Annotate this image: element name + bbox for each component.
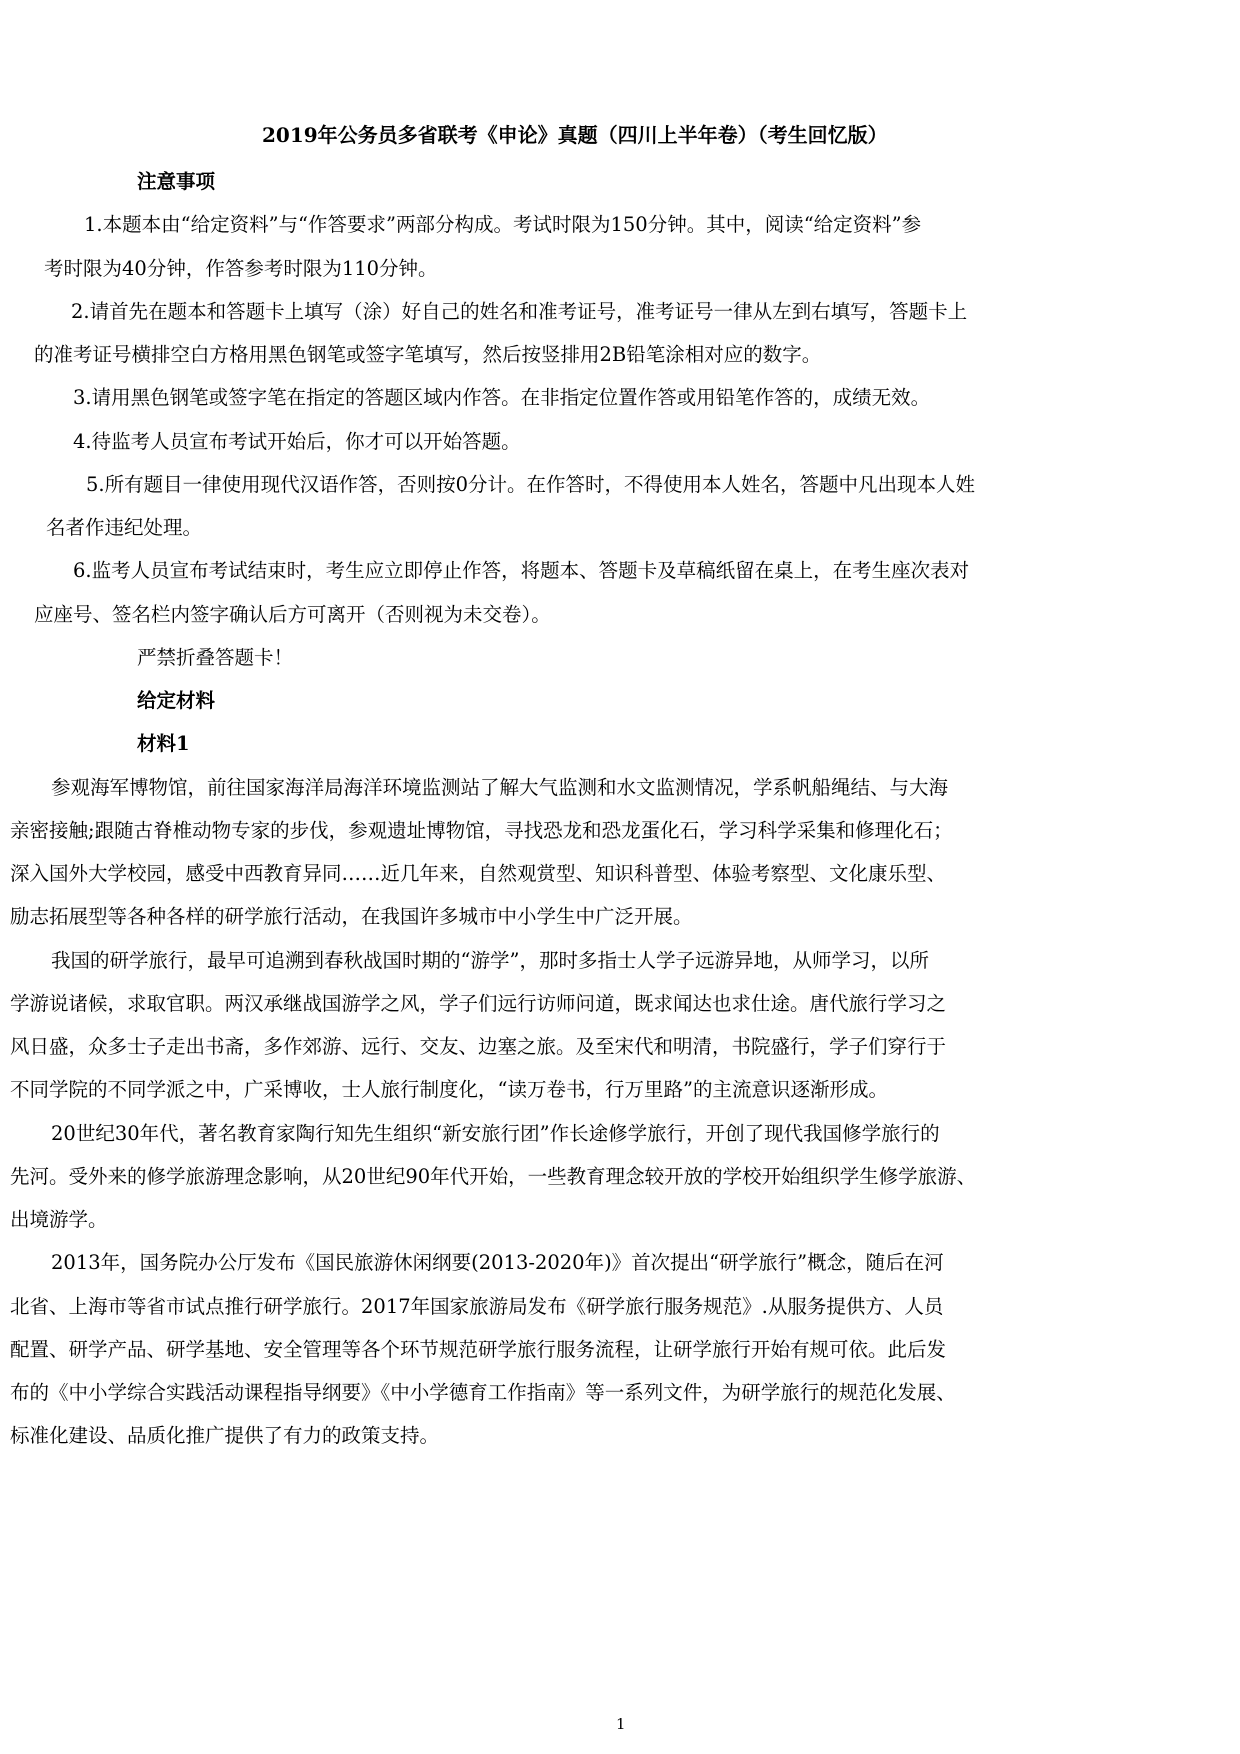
notice-line: 2.请首先在题本和答题卡上填写（涂）好自己的姓名和准考证号，准考证号一律从左到右填写，答题卡上 — [71, 300, 968, 323]
notice-line: 4.待监考人员宣布考试开始后，你才可以开始答题。 — [73, 430, 521, 453]
body-line: 亲密接触;跟随古脊椎动物专家的步伐，参观遗址博物馆，寻找恐龙和恐龙蛋化石，学习科学采集和修理化石； — [10, 819, 953, 842]
body-line: 深入国外大学校园，感受中西教育异同……近几年来，自然观赏型、知识科普型、体验考察型、文化康乐型、 — [10, 862, 947, 885]
document-title: 2019年公务员多省联考《申论》真题（四川上半年卷）（考生回忆版） — [262, 123, 888, 147]
body-line: 风日盛，众多士子走出书斋，多作郊游、远行、交友、边塞之旅。及至宋代和明清，书院盛行，学子们穿行于 — [10, 1035, 947, 1058]
body-line: 20世纪30年代，著名教育家陶行知先生组织“新安旅行团”作长途修学旅行，开创了现代我国修学旅行的 — [51, 1122, 940, 1145]
notice-line: 的准考证号横排空白方格用黑色钢笔或签字笔填写，然后按竖排用2B铅笔涂相对应的数字。 — [34, 343, 822, 366]
notice-line: 3.请用黑色钢笔或签字笔在指定的答题区域内作答。在非指定位置作答或用铅笔作答的，成绩无效。 — [73, 386, 931, 409]
body-line: 出境游学。 — [10, 1208, 108, 1231]
notice-line: 名者作违纪处理。 — [46, 516, 203, 539]
body-line: 励志拓展型等各种各样的研学旅行活动，在我国许多城市中小学生中广泛开展。 — [10, 905, 693, 928]
body-line: 学游说诸候，求取官职。两汉承继战国游学之风，学子们远行访师问道，既求闻达也求仕途。唐代旅行学习之 — [10, 992, 947, 1015]
notice-line: 1.本题本由“给定资料”与“作答要求”两部分构成。考试时限为150分钟。其中，阅读“给定资料”参 — [84, 213, 922, 236]
notice-line: 5.所有题目一律使用现代汉语作答，否则按0分计。在作答时，不得使用本人姓名，答题中凡出现本人姓 — [86, 473, 976, 496]
body-line: 我国的研学旅行，最早可追溯到春秋战国时期的“游学”，那时多指士人学子远游异地，从师学习，以所 — [51, 949, 929, 972]
notice-line: 6.监考人员宣布考试结束时，考生应立即停止作答，将题本、答题卡及草稿纸留在桌上，在考生座次表对 — [73, 559, 970, 582]
page-number: 1 — [616, 1715, 626, 1733]
body-line: 不同学院的不同学派之中，广采博收，士人旅行制度化，“读万卷书，行万里路”的主流意识逐渐形成。 — [10, 1078, 888, 1101]
body-line: 标准化建设、品质化推广提供了有力的政策支持。 — [10, 1424, 440, 1447]
body-line: 2013年，国务院办公厅发布《国民旅游休闲纲要(2013-2020年)》首次提出“研学旅行”概念，随后在河 — [51, 1251, 944, 1274]
body-line: 配置、研学产品、研学基地、安全管理等各个环节规范研学旅行服务流程，让研学旅行开始有规可依。此后发 — [10, 1338, 947, 1361]
notice-line: 应座号、签名栏内签字确认后方可离开（否则视为未交卷）。 — [34, 603, 551, 626]
given-materials-heading: 给定材料 — [137, 689, 216, 712]
body-line: 参观海军博物馆，前往国家海洋局海洋环境监测站了解大气监测和水文监测情况，学系帆船绳结、与大海 — [51, 776, 949, 799]
body-line: 布的《中小学综合实践活动课程指导纲要》《中小学德育工作指南》等一系列文件，为研学旅行的规范化发展、 — [10, 1381, 956, 1404]
notice-heading: 注意事项 — [137, 170, 216, 193]
material-heading: 材料1 — [137, 732, 190, 755]
notice-line: 严禁折叠答题卡！ — [137, 646, 294, 669]
body-line: 北省、上海市等省市试点推行研学旅行。2017年国家旅游局发布《研学旅行服务规范》.从服务提供方、人员 — [10, 1295, 944, 1318]
notice-line: 考时限为40分钟，作答参考时限为110分钟。 — [44, 257, 438, 280]
body-line: 先河。受外来的修学旅游理念影响，从20世纪90年代开始，一些教育理念较开放的学校开始组织学生修学旅游、 — [10, 1165, 977, 1188]
